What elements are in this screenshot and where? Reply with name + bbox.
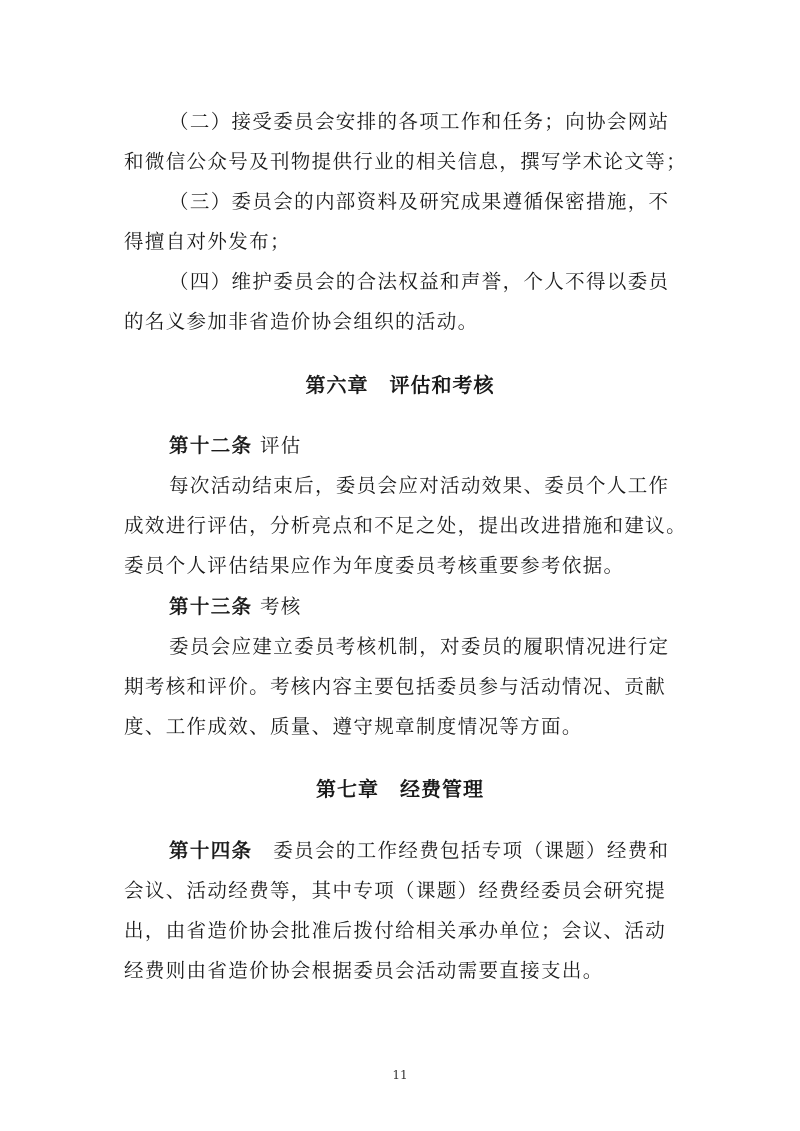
article-12-line-1: 每次活动结束后，委员会应对活动效果、委员个人工作	[169, 474, 670, 497]
paragraph-4-line-2: 的名义参加非省造价协会组织的活动。	[124, 310, 479, 333]
article-13-label: 第十三条	[169, 595, 253, 618]
paragraph-4-line-1: （四）维护委员会的合法权益和声誉，个人不得以委员	[169, 270, 670, 293]
chapter-6-heading: 第六章 评估和考核	[305, 373, 495, 397]
article-12-label: 第十二条	[169, 434, 253, 457]
article-14-line-3: 出，由省造价协会批准后拨付给相关承办单位；会议、活动	[124, 919, 667, 942]
article-13-line-1: 委员会应建立委员考核机制，对委员的履职情况进行定	[169, 635, 670, 658]
chapter-7-heading: 第七章 经费管理	[316, 777, 484, 801]
article-13-line-2: 期考核和评价。考核内容主要包括委员参与活动情况、贡献	[124, 675, 667, 698]
article-14-line-4: 经费则由省造价协会根据委员会活动需要直接支出。	[124, 959, 604, 982]
article-14-line-1-text: 委员会的工作经费包括专项（课题）经费和	[252, 839, 670, 862]
paragraph-3-line-1: （三）委员会的内部资料及研究成果遵循保密措施，不	[169, 190, 670, 213]
paragraph-2-line-2: 和微信公众号及刊物提供行业的相关信息，撰写学术论文等；	[124, 150, 687, 173]
paragraph-3-line-2: 得擅自对外发布；	[124, 230, 291, 253]
article-12-name: 评估	[252, 434, 302, 457]
article-14-line-2: 会议、活动经费等，其中专项（课题）经费经委员会研究提	[124, 879, 667, 902]
article-13-line-3: 度、工作成效、质量、遵守规章制度情况等方面。	[124, 715, 583, 738]
article-14-line-1	[169, 838, 680, 864]
article-12-line-3: 委员个人评估结果应作为年度委员考核重要参考依据。	[124, 554, 625, 577]
article-13-heading	[169, 594, 680, 620]
article-12-heading	[169, 433, 680, 459]
paragraph-2-line-1: （二）接受委员会安排的各项工作和任务；向协会网站	[169, 110, 670, 133]
article-12-line-2: 成效进行评估，分析亮点和不足之处，提出改进措施和建议。	[124, 514, 687, 537]
page-number: 11	[392, 1068, 408, 1082]
article-14-label: 第十四条	[169, 839, 253, 862]
article-13-name: 考核	[252, 595, 302, 618]
